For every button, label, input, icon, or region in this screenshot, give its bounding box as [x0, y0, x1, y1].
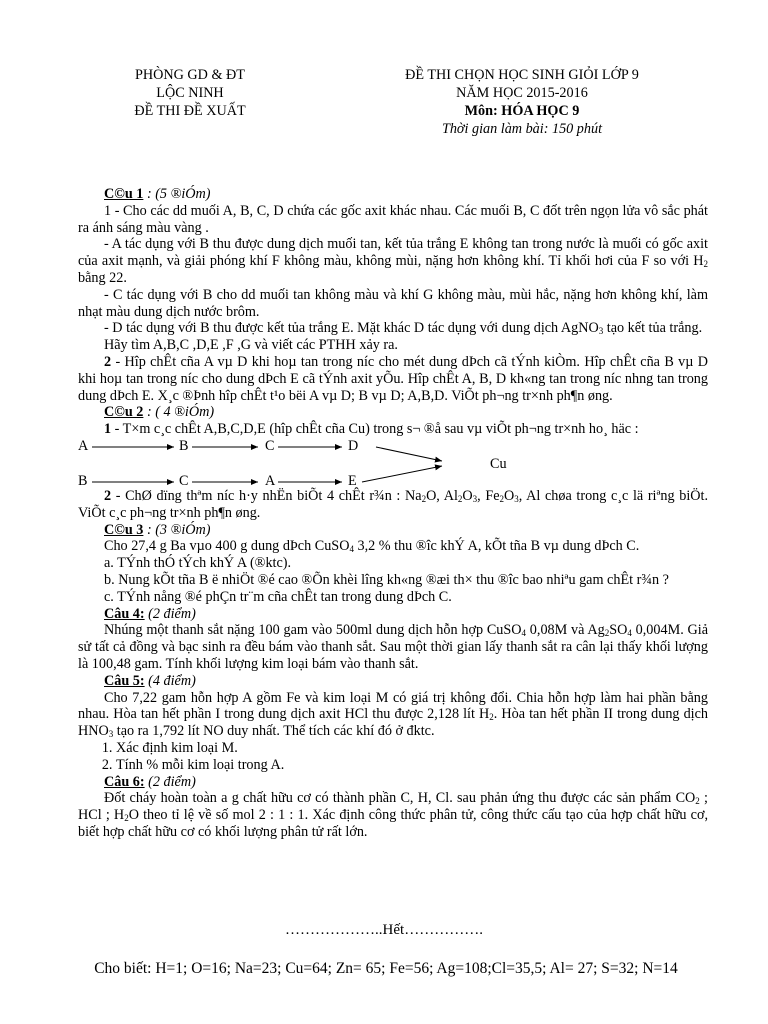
q1-task: Hãy tìm A,B,C ,D,E ,F ,G và viết các PTHH xảy ra. [104, 337, 398, 354]
dept-name: PHÒNG GD & ĐT [135, 67, 245, 83]
q2-part2: 2 - ChØ dïng thªm níc h·y nhËn biÕt 4 chÊt r¾n : $Na_2O$, $Al_2O_3$, $Fe_2O_3$, Al chøa trong c¸c lä riªng biÖt. ViÕt c¸c ph¬ng tr×nh ph¶n øng. [78, 487, 709, 521]
q3-heading: C©u 3 : (3 ®iÓm) [104, 521, 211, 538]
q6-body: Đốt cháy hoàn toàn a g chất hữu cơ có thành phần C, H, Cl. sau phản ứng thu được các sản phẩm $CO_2$ ; HCl ; $H_2O$ theo tỉ lệ về số mol 2 : 1 : 1. Xác định công thức phân tử, công thức cấu tạo của hợp chất hữu cơ, biết hợp chất hữu cơ có khối lượng phân tử rất lớn. [78, 790, 708, 840]
q1-part2: 2 - Hîp chÊt cña A vµ D khi hoµ tan trong níc cho mét dung dÞch cã tÝnh kiÒm. Hîp chÊt cña B vµ D khi hoµ tan trong níc cho dung dÞch E cã tÝnh axit yÕu. Hîp chÊt A, B, D kh«ng tan trong níc nhng tan trong dung dÞch E. X¸c ®Þnh hîp chÊt t¹o bëi A vµ D; B vµ D; A,B,D. ViÕt ph¬ng tr×nh ph¶n øng. [78, 353, 708, 404]
diag-r1-d: D [348, 437, 359, 454]
q1-heading: C©u 1 : (5 ®iÓm) [104, 186, 211, 202]
q1-part1-a: - A tác dụng với B thu được dung dịch muối tan, kết tủa trắng E không tan trong nước là muối có gốc axit của axit mạnh, và giải phóng khí F không màu, không mùi, nặng hơn không khí. Tỉ khối hơi của F so với $H_2$ bằng 22. [78, 236, 708, 286]
school-header [110, 66, 270, 120]
exam-body [78, 186, 708, 841]
diag-r2-c: C [179, 472, 189, 489]
diag-r1-b: B [179, 437, 189, 454]
q5-task-2: 2. Tính % mỗi kim loại trong A. [116, 757, 708, 774]
q6-heading: Câu 6: (2 điểm) [104, 773, 196, 790]
q5-task-1: 1. Xác định kim loại M. [116, 740, 708, 757]
end-marker: ………………..Hết……………. [285, 922, 483, 938]
q2-heading: C©u 2 : ( 4 ®iÓm) [104, 404, 215, 421]
time-limit: Thời gian làm bài: 150 phút [441, 121, 603, 137]
school-year: NĂM HỌC 2015-2016 [456, 85, 588, 101]
q1-part1: 1 - Cho các dd muối A, B, C, D chứa các gốc axit khác nhau. Các muối B, C đốt trên ngọn lửa vô sắc phát ra ánh sáng màu vàng . [78, 202, 708, 236]
atomic-masses: Cho biết: H=1; O=16; Na=23; Cu=64; Zn= 65; Fe=56; Ag=108;Cl=35,5; Al= 27; S=32; N=14 [94, 960, 678, 977]
diag-r1-c: C [265, 437, 275, 454]
diag-r1-a: A [78, 437, 89, 454]
diagram-arrows [78, 438, 708, 488]
q5-heading: Câu 5: (4 điểm) [104, 672, 196, 689]
q5-tasks [78, 740, 708, 774]
q2-part1: 1 - T×m c¸c chÊt A,B,C,D,E (hîp chÊt cña Cu) trong s¬ ®å sau vµ viÕt ph¬ng tr×nh ho¸ häc : [104, 421, 639, 438]
q3-b: b. Nung kÕt tña B ë nhiÖt ®é cao ®Õn khèi lîng kh«ng ®æi th× thu ®îc bao nhiªu gam chÊt r¾n ? [104, 571, 669, 588]
q1-part1-c: - C tác dụng với B cho dd muối tan không màu và khí G không màu, mùi hắc, nặng hơn không khí, làm nhạt màu dung dịch nước brôm. [78, 286, 708, 320]
proposal-label: ĐỀ THI ĐỀ XUẤT [134, 103, 246, 119]
q5-body: Cho 7,22 gam hỗn hợp A gồm Fe và kim loại M có giá trị không đổi. Chia hỗn hợp làm hai phần bằng nhau. Hòa tan hết phần I trong dung dịch axit HCl thu được 2,128 lít $H_2$. Hòa tan hết phần II trong dung dịch $HNO_3$ tạo ra 1,792 lít NO duy nhất. Thể tích các khí đó ở đktc. [78, 689, 709, 740]
q4-heading: Câu 4: (2 điểm) [104, 605, 196, 622]
diag-r2-b: B [78, 472, 88, 489]
district-name: LỘC NINH [156, 85, 224, 101]
reaction-diagram [78, 438, 708, 488]
diag-r2-e: E [348, 472, 357, 489]
q3-body: Cho 27,4 g Ba vµo 400 g dung dÞch CuSO$_4$ 3,2 % thu ®îc khÝ A, kÕt tña B vµ dung dÞch C. [104, 538, 640, 555]
diag-product: Cu [490, 455, 507, 472]
diag-r2-a: A [265, 472, 276, 489]
subject: Môn: HÓA HỌC 9 [464, 103, 580, 119]
q3-c: c. TÝnh nång ®é phÇn tr¨m cña chÊt tan trong dung dÞch C. [104, 588, 452, 605]
exam-title: ĐỀ THI CHỌN HỌC SINH GIỎI LỚP 9 [405, 67, 639, 83]
exam-header [352, 66, 692, 138]
q1-part1-d: - D tác dụng với B thu được kết tủa trắng E. Mặt khác D tác dụng với dung dịch AgNO$_3$ tạo kết tủa trắng. [104, 320, 703, 337]
q3-a: a. TÝnh thÓ tÝch khÝ A (®ktc). [104, 555, 292, 572]
q4-body: Nhúng một thanh sắt nặng 100 gam vào 500ml dung dịch hỗn hợp CuSO$_4$ 0,08M và $Ag_2SO_4$ 0,004M. Giả sử tất cả đồng và bạc sinh ra đều bám vào thanh sắt. Sau một thời gian lấy thanh sắt ra cân lại thấy khối lượng là 100,48 gam. Tính khối lượng kim loại bám vào thanh sắt. [78, 622, 709, 672]
